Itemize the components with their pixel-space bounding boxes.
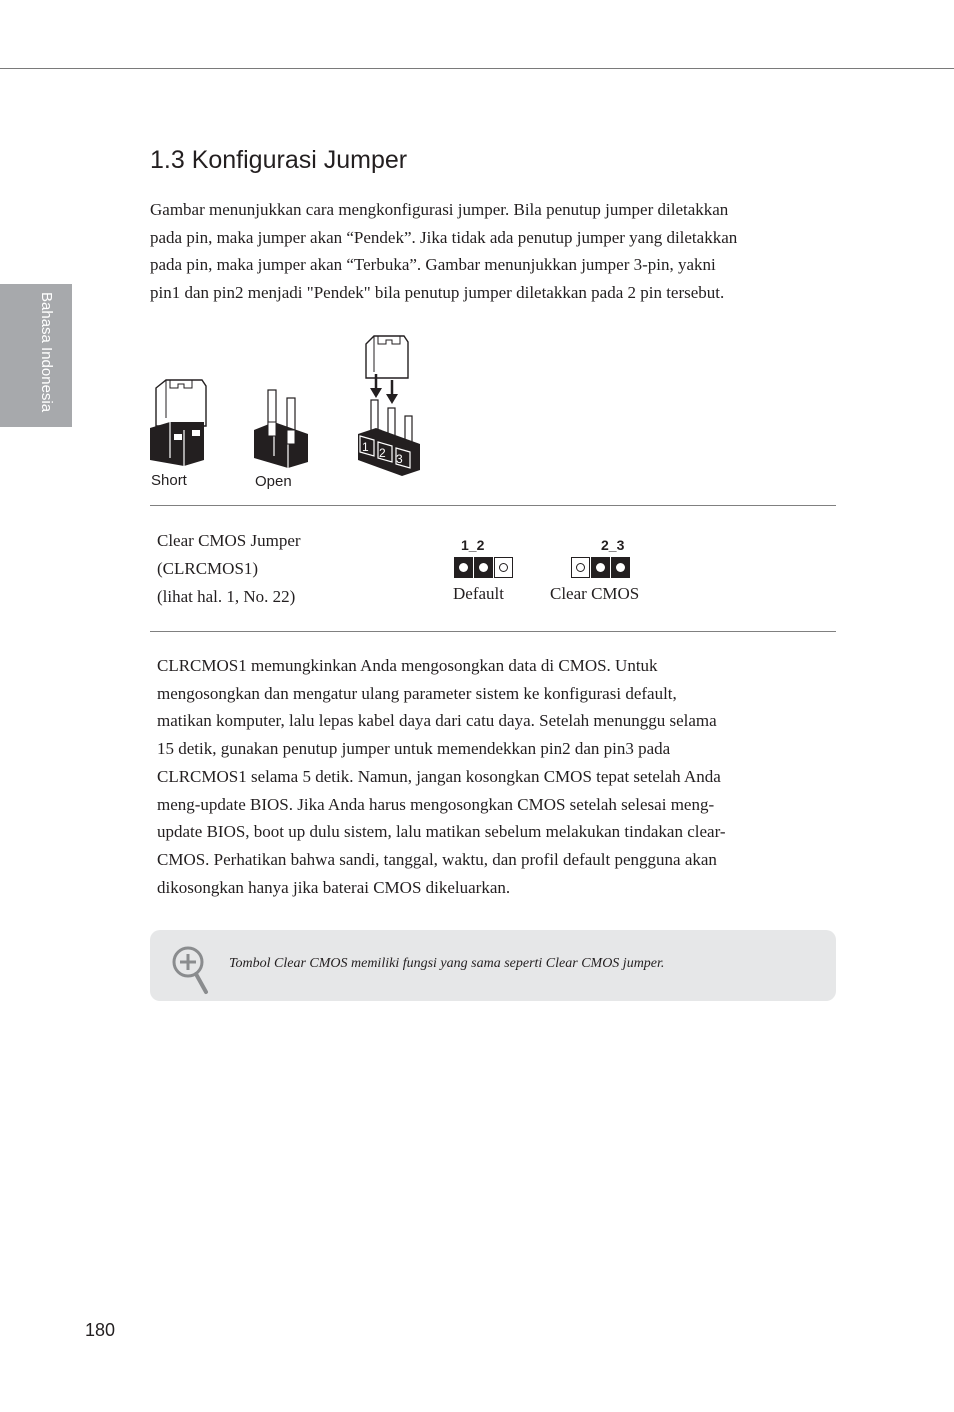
jumper-name-line: (lihat hal. 1, No. 22) — [157, 587, 296, 606]
body-paragraph — [157, 652, 797, 901]
jumper-name-line: Clear CMOS Jumper — [157, 531, 301, 550]
body-line: matikan komputer, lalu lepas kabel daya dari catu daya. Setelah menunggu selama — [157, 711, 717, 731]
pin-number-3: 3 — [396, 452, 403, 466]
header-rule — [0, 68, 954, 69]
jumper-name — [157, 527, 301, 611]
note-text: Tombol Clear CMOS memiliki fungsi yang sama seperti Clear CMOS jumper. — [229, 956, 665, 971]
short-jumper-icon — [150, 380, 206, 466]
clear-caption: Clear CMOS — [550, 584, 640, 603]
body-line: mengosongkan dan mengatur ulang parameter sistem ke konfigurasi default, — [157, 683, 677, 703]
magnifier-plus-icon — [170, 944, 210, 996]
intro-line: Gambar menunjukkan cara mengkonfigurasi jumper. Bila penutup jumper diletakkan — [150, 200, 729, 219]
three-pin-jumper-icon — [358, 336, 420, 476]
language-side-tab — [0, 284, 72, 427]
pin-number-1: 1 — [362, 440, 369, 454]
jumper-illustration — [148, 330, 438, 492]
pin-open — [571, 557, 590, 578]
intro-line: pada pin, maka jumper akan “Terbuka”. Gambar menunjukkan jumper 3-pin, yakni — [150, 255, 716, 274]
body-line: 15 detik, gunakan penutup jumper untuk memendekkan pin2 dan pin3 pada — [157, 739, 671, 759]
default-caption: Default — [453, 584, 504, 603]
table-top-rule — [150, 505, 836, 506]
pin-closed — [611, 557, 630, 578]
default-pins-label: 1_2 — [461, 537, 485, 553]
open-label: Open — [255, 473, 292, 490]
open-jumper-icon — [254, 390, 308, 468]
body-line: CMOS. Perhatikan bahwa sandi, tanggal, waktu, dan profil default pengguna akan — [157, 849, 717, 869]
body-line: CLRCMOS1 memungkinkan Anda mengosongkan data di CMOS. Untuk — [157, 656, 658, 675]
pin-closed — [454, 557, 473, 578]
side-tab-label: Bahasa Indonesia — [38, 292, 55, 413]
intro-paragraph — [150, 196, 800, 306]
body-line: dikosongkan hanya jika baterai CMOS dikeluarkan. — [157, 877, 511, 897]
pin-closed — [474, 557, 493, 578]
pin-closed — [591, 557, 610, 578]
table-bottom-rule — [150, 631, 836, 632]
intro-line: pada pin, maka jumper akan “Pendek”. Jika tidak ada penutup jumper yang diletakkan — [150, 227, 738, 247]
body-line: meng-update BIOS. Jika Anda harus mengosongkan CMOS setelah selesai meng- — [157, 794, 715, 814]
page-number: 180 — [85, 1320, 116, 1340]
intro-line: pin1 dan pin2 menjadi "Pendek" bila penutup jumper diletakkan pada 2 pin tersebut. — [150, 282, 725, 302]
clear-pins-label: 2_3 — [601, 537, 625, 553]
body-line: update BIOS, boot up dulu sistem, lalu matikan sebelum melakukan tindakan clear- — [157, 822, 726, 842]
jumper-diagram — [148, 330, 438, 492]
short-label: Short — [151, 472, 187, 489]
body-line: CLRCMOS1 selama 5 detik. Namun, jangan kosongkan CMOS tepat setelah Anda — [157, 766, 721, 786]
pin-number-2: 2 — [379, 446, 386, 460]
jumper-name-line: (CLRCMOS1) — [157, 559, 259, 578]
section-title: 1.3 Konfigurasi Jumper — [150, 146, 408, 174]
pin-open — [494, 557, 513, 578]
